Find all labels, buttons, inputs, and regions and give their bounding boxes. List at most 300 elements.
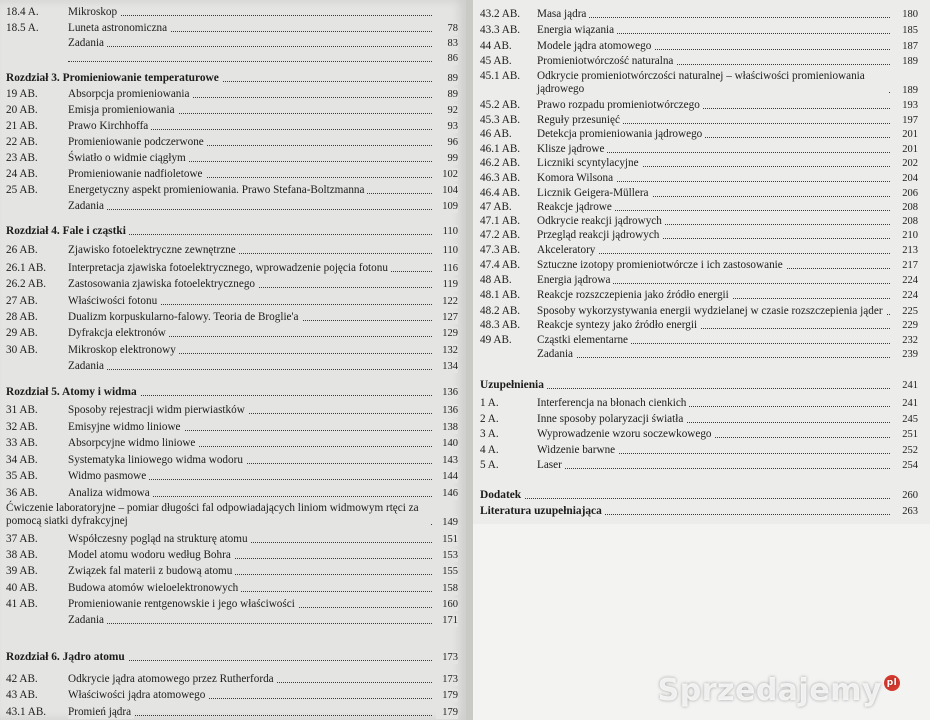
dot-leader: [68, 15, 432, 16]
entry-number: 48.3 AB.: [480, 319, 521, 331]
title-text: Reguły przesunięć: [537, 114, 620, 126]
title-text: Cząstki elementarne: [537, 334, 629, 346]
entry-title: [68, 706, 134, 719]
title-text: Rozdział 4. Fale i cząstki: [6, 225, 126, 237]
page-number: 189: [894, 84, 918, 97]
watermark-text: Sprzedajemy: [657, 673, 882, 708]
entry-title: [68, 614, 107, 627]
page-number: 102: [436, 168, 458, 181]
entry-number: 30 AB.: [6, 344, 38, 356]
toc-entry: [480, 428, 918, 442]
page-number: 89: [436, 72, 458, 85]
toc-entry: [6, 706, 458, 720]
entry-number: 43.2 AB.: [480, 8, 521, 20]
entry-title: [537, 157, 642, 170]
page-number: 155: [436, 565, 458, 578]
page-number: 252: [894, 444, 918, 457]
toc-entry: [480, 8, 918, 22]
entry-title: [537, 215, 665, 228]
chapter-title: [480, 379, 547, 392]
title-text: Liczniki scyntylacyjne: [537, 157, 639, 169]
entry-title: [68, 360, 107, 373]
title-text: Ćwiczenie laboratoryjne – pomiar długości fal odpowiadających liniom widmowym rtęci za pomocą siatki dyfrakcyjnej: [6, 502, 419, 527]
entry-number: 46 AB.: [480, 128, 512, 140]
title-text: Odkrycie reakcji jądrowych: [537, 215, 662, 227]
title-text: Sztuczne izotopy promieniotwórcze i ich zastosowanie: [537, 259, 783, 271]
entry-number: 1 A.: [480, 397, 499, 409]
title-text: Licznik Geigera-Müllera: [537, 187, 649, 199]
title-text: Mikroskop elektronowy: [68, 344, 176, 356]
title-text: Rozdział 5. Atomy i widma: [6, 386, 137, 398]
page-number: 179: [436, 706, 458, 719]
toc-entry: [6, 437, 458, 451]
watermark-badge: pl: [884, 675, 900, 691]
entry-title: [537, 244, 598, 257]
toc-entry: [6, 22, 458, 36]
page-number: 110: [436, 225, 458, 238]
entry-number: 43.1 AB.: [6, 706, 47, 718]
toc-entry: [6, 311, 458, 325]
toc-entry: [480, 229, 918, 243]
entry-title: [537, 289, 732, 302]
toc-entry: [6, 327, 458, 341]
page-number: 109: [436, 200, 458, 213]
title-text: Absorpcja promieniowania: [68, 88, 190, 100]
title-text: Zastosowania zjawiska fotoelektrycznego: [68, 278, 256, 290]
page-number: 225: [894, 305, 918, 318]
toc-entry: [6, 344, 458, 358]
page-number: 151: [436, 533, 458, 546]
entry-number: 4 A.: [480, 444, 499, 456]
chapter-heading: [6, 72, 458, 86]
page-number: 93: [436, 120, 458, 133]
entry-number: 46.4 AB.: [480, 187, 521, 199]
title-text: Promieniotwórczość naturalna: [537, 55, 674, 67]
entry-number: 45 AB.: [480, 55, 512, 67]
page-number: 206: [894, 187, 918, 200]
toc-entry: [6, 360, 458, 374]
title-text: Analiza widmowa: [68, 487, 150, 499]
page-number: 171: [436, 614, 458, 627]
toc-entry: [6, 614, 458, 628]
entry-number: 47.4 AB.: [480, 259, 521, 271]
dot-leader: [480, 498, 890, 499]
entry-number: 33 AB.: [6, 437, 38, 449]
title-text: Absorpcyjne widmo liniowe: [68, 437, 196, 449]
page-number: 187: [894, 40, 918, 53]
entry-title: [68, 487, 153, 500]
chapter-heading: [480, 505, 918, 519]
entry-number: 23 AB.: [6, 152, 38, 164]
toc-entry: [480, 114, 918, 128]
entry-title: [68, 327, 169, 340]
entry-title: [68, 454, 246, 467]
entry-title: [537, 229, 662, 242]
toc-entry: [6, 262, 458, 276]
title-text: Budowa atomów wieloelektronowych: [68, 582, 239, 594]
page-number: 78: [436, 22, 458, 35]
entry-title: [537, 201, 615, 214]
title-text: Klisze jądrowe: [537, 143, 605, 155]
page-number: 160: [436, 598, 458, 611]
page-number: 129: [436, 327, 458, 340]
dot-leader: [537, 17, 890, 18]
title-text: Komora Wilsona: [537, 172, 614, 184]
entry-title: [68, 311, 302, 324]
toc-entry: [480, 244, 918, 258]
page-number: 110: [436, 244, 458, 257]
page-number: 96: [436, 136, 458, 149]
entry-number: 3 A.: [480, 428, 499, 440]
page-number: 202: [894, 157, 918, 170]
page-number: 204: [894, 172, 918, 185]
page-number: 213: [894, 244, 918, 257]
toc-entry: [480, 334, 918, 348]
entry-number: 27 AB.: [6, 295, 38, 307]
entry-number: 39 AB.: [6, 565, 38, 577]
entry-number: 32 AB.: [6, 421, 38, 433]
title-text: Zadania: [68, 37, 105, 49]
title-text: Laser: [537, 459, 562, 471]
dot-leader: [68, 209, 432, 210]
toc-entry: [6, 104, 458, 118]
toc-entry: [480, 459, 918, 473]
entry-number: 26.1 AB.: [6, 262, 47, 274]
page-number: 180: [894, 8, 918, 21]
entry-title: [68, 470, 149, 483]
page-number: 189: [894, 55, 918, 68]
entry-title: [68, 152, 189, 165]
dot-leader: [68, 623, 432, 624]
title-text: Wyprowadzenie wzoru soczewkowego: [537, 428, 712, 440]
entry-title: [68, 421, 184, 434]
toc-entry: [6, 184, 458, 198]
entry-title: [537, 40, 654, 53]
page-number: 201: [894, 143, 918, 156]
title-text: Dualizm korpuskularno-falowy. Teoria de Broglie'a: [68, 311, 299, 323]
title-text: Interpretacja zjawiska fotoelektrycznego, wprowadzenie pojęcia fotonu: [68, 262, 388, 274]
toc-entry: [6, 533, 458, 547]
toc-entry: [480, 70, 918, 98]
dot-leader: [537, 357, 890, 358]
title-text: Sposoby rejestracji widm pierwiastków: [68, 404, 245, 416]
page-number: 197: [894, 114, 918, 127]
page-number: 119: [436, 278, 458, 291]
title-text: Odkrycie jądra atomowego przez Rutherforda: [68, 673, 274, 685]
page-number: 179: [436, 689, 458, 702]
entry-number: 48.2 AB.: [480, 305, 521, 317]
title-text: Właściwości jądra atomowego: [68, 689, 206, 701]
toc-entry: [6, 52, 458, 66]
entry-title: [68, 598, 298, 611]
page-number: 144: [436, 470, 458, 483]
entry-number: 42 AB.: [6, 673, 38, 685]
toc-entry: [6, 295, 458, 309]
title-text: Odkrycie promieniotwórczości naturalnej – właściwości promieniowania jądrowego: [537, 70, 865, 95]
entry-number: 20 AB.: [6, 104, 38, 116]
title-text: Zadania: [68, 200, 105, 212]
entry-number: 36 AB.: [6, 487, 38, 499]
entry-title: [537, 319, 700, 332]
entry-number: 35 AB.: [6, 470, 38, 482]
chapter-title: [480, 505, 605, 518]
entry-title: [537, 428, 715, 441]
page-number: 136: [436, 404, 458, 417]
entry-number: 29 AB.: [6, 327, 38, 339]
entry-number: 47.1 AB.: [480, 215, 521, 227]
entry-number: 45.3 AB.: [480, 114, 521, 126]
toc-entry: [480, 397, 918, 411]
entry-title: [537, 459, 565, 472]
entry-number: 44 AB.: [480, 40, 512, 52]
entry-number: 21 AB.: [6, 120, 38, 132]
page-number: 173: [436, 651, 458, 664]
page-number: 134: [436, 360, 458, 373]
entry-number: 18.5 A.: [6, 22, 39, 34]
toc-entry: [480, 274, 918, 288]
page-number: 146: [436, 487, 458, 500]
entry-number: 40 AB.: [6, 582, 38, 594]
entry-title: [537, 128, 705, 141]
page-number: 241: [894, 379, 918, 392]
entry-number: 25 AB.: [6, 184, 38, 196]
entry-title: [68, 88, 192, 101]
entry-number: 22 AB.: [6, 136, 38, 148]
page-number: 254: [894, 459, 918, 472]
page-number: 83: [436, 37, 458, 50]
entry-title: [68, 673, 277, 686]
toc-entry: [6, 244, 458, 258]
entry-title: [68, 689, 208, 702]
title-text: Promieniowanie rentgenowskie i jego właściwości: [68, 598, 295, 610]
entry-number: 38 AB.: [6, 549, 38, 561]
toc-entry: [6, 454, 458, 468]
page-number: 239: [894, 348, 918, 361]
toc-entry: [480, 289, 918, 303]
title-text: Dyfrakcja elektronów: [68, 327, 166, 339]
title-text: Dodatek: [480, 489, 522, 501]
entry-number: 47.3 AB.: [480, 244, 521, 256]
entry-title: [537, 305, 886, 318]
entry-title: [68, 404, 248, 417]
entry-title: [537, 348, 576, 361]
title-text: Widzenie barwne: [537, 444, 616, 456]
title-text: Detekcja promieniowania jądrowego: [537, 128, 703, 140]
title-text: Literatura uzupełniająca: [480, 505, 602, 517]
title-text: Energetyczny aspekt promieniowania. Prawo Stefana-Boltzmanna: [68, 184, 365, 196]
toc-entry: [480, 128, 918, 142]
entry-number: 47.2 AB.: [480, 229, 521, 241]
title-text: Masa jądra: [537, 8, 587, 20]
toc-entry: [6, 598, 458, 612]
entry-title: [68, 344, 179, 357]
toc-entry: [480, 99, 918, 113]
toc-entry: [6, 549, 458, 563]
toc-entry: [480, 305, 918, 319]
toc-entry: [6, 136, 458, 150]
page-number: 99: [436, 152, 458, 165]
chapter-title: [480, 489, 524, 502]
title-text: Inne sposoby polaryzacji światła: [537, 413, 684, 425]
entry-number: 45.2 AB.: [480, 99, 521, 111]
entry-number: 46.3 AB.: [480, 172, 521, 184]
title-text: Prawo Kirchhoffa: [68, 120, 149, 132]
title-text: Rozdział 3. Promieniowanie temperaturowe: [6, 72, 219, 84]
chapter-title: [6, 651, 128, 664]
chapter-title: [6, 225, 129, 238]
title-text: Systematyka liniowego widma wodoru: [68, 454, 243, 466]
title-text: Zadania: [68, 360, 105, 372]
entry-number: 24 AB.: [6, 168, 38, 180]
title-text: Promieniowanie podczerwone: [68, 136, 204, 148]
chapter-title: [6, 72, 222, 85]
page-number: 89: [436, 88, 458, 101]
title-text: Współczesny pogląd na strukturę atomu: [68, 533, 248, 545]
title-text: Związek fal materii z budową atomu: [68, 565, 233, 577]
chapter-heading: [6, 225, 458, 239]
entry-number: 28 AB.: [6, 311, 38, 323]
entry-number: 46.2 AB.: [480, 157, 521, 169]
entry-number: 47 AB.: [480, 201, 512, 213]
toc-entry: [480, 157, 918, 171]
entry-title: [68, 168, 206, 181]
toc-entry: [480, 40, 918, 54]
page-number: 132: [436, 344, 458, 357]
title-text: Sposoby wykorzystywania energii wydzielanej w czasie rozszczepienia jąder: [537, 305, 883, 317]
entry-title: [68, 533, 251, 546]
entry-title: [68, 565, 235, 578]
title-text: Rozdział 6. Jądro atomu: [6, 651, 125, 663]
toc-entry: [6, 582, 458, 596]
page-number: 140: [436, 437, 458, 450]
page-number: 263: [894, 505, 918, 518]
chapter-heading: [6, 651, 458, 665]
toc-entry: [480, 444, 918, 458]
title-text: Reakcje syntezy jako źródło energii: [537, 319, 698, 331]
entry-title: [68, 278, 258, 291]
entry-number: 37 AB.: [6, 533, 38, 545]
toc-entry: [6, 421, 458, 435]
page-number: 260: [894, 489, 918, 502]
title-text: Reakcje rozszczepienia jako źródło energii: [537, 289, 729, 301]
title-text: Interferencja na błonach cienkich: [537, 397, 687, 409]
entry-title: [537, 444, 618, 457]
entry-title: [537, 143, 607, 156]
chapter-heading: [6, 386, 458, 400]
title-text: Reakcje jądrowe: [537, 201, 612, 213]
entry-title: [68, 549, 234, 562]
toc-entry: [6, 404, 458, 418]
title-text: Przegląd reakcji jądrowych: [537, 229, 660, 241]
toc-entry: [480, 319, 918, 333]
page-number: 201: [894, 128, 918, 141]
toc-entry: [6, 487, 458, 501]
toc-entry: [6, 37, 458, 51]
entry-title: [68, 244, 239, 257]
entry-number: 26 AB.: [6, 244, 38, 256]
title-text: Mikroskop: [68, 6, 118, 18]
entry-title: [537, 274, 613, 287]
toc-entry: [480, 215, 918, 229]
title-text: Luneta astronomiczna: [68, 22, 168, 34]
entry-number: 19 AB.: [6, 88, 38, 100]
entry-number: 43.3 AB.: [480, 24, 521, 36]
title-text: Promień jądra: [68, 706, 132, 718]
page-number: 86: [436, 52, 458, 65]
watermark-logo: [658, 673, 900, 708]
chapter-heading: [480, 489, 918, 503]
page-number: 143: [436, 454, 458, 467]
page-number: 136: [436, 386, 458, 399]
entry-title: [68, 22, 170, 35]
page-number: 193: [894, 99, 918, 112]
page-number: 251: [894, 428, 918, 441]
page-number: 138: [436, 421, 458, 434]
title-text: Model atomu wodoru według Bohra: [68, 549, 231, 561]
page-number: 127: [436, 311, 458, 324]
page-number: 208: [894, 215, 918, 228]
entry-title: [68, 200, 107, 213]
entry-title: [537, 114, 623, 127]
toc-entry: [6, 88, 458, 102]
toc-entry: [480, 201, 918, 215]
toc-entry: [480, 187, 918, 201]
entry-title: [68, 295, 160, 308]
chapter-title: [6, 386, 140, 399]
entry-number: 18.4 A.: [6, 6, 39, 18]
entry-number: 48 AB.: [480, 274, 512, 286]
entry-title: [537, 334, 631, 347]
page-number: 232: [894, 334, 918, 347]
entry-title: [537, 99, 703, 112]
entry-number: 34 AB.: [6, 454, 38, 466]
toc-entry: [480, 259, 918, 273]
dot-leader: [537, 468, 890, 469]
page-number: 224: [894, 274, 918, 287]
title-text: Energia wiązania: [537, 24, 615, 36]
toc-entry: [480, 24, 918, 38]
entry-title: [68, 437, 198, 450]
page-number: 217: [894, 259, 918, 272]
toc-entry: [6, 278, 458, 292]
dot-leader: [68, 61, 432, 62]
title-text: Uzupełnienia: [480, 379, 544, 391]
page-number: 229: [894, 319, 918, 332]
toc-entry: [6, 470, 458, 484]
entry-number: 48.1 AB.: [480, 289, 521, 301]
page-number: 92: [436, 104, 458, 117]
entry-title: [537, 8, 589, 21]
title-text: Modele jądra atomowego: [537, 40, 652, 52]
entry-number: 2 A.: [480, 413, 499, 425]
entry-title: [68, 184, 367, 197]
entry-number: 41 AB.: [6, 598, 38, 610]
toc-entry: [480, 348, 918, 362]
dot-leader: [68, 46, 432, 47]
title-text: Emisyjne widmo liniowe: [68, 421, 181, 433]
title-text: Promieniowanie nadfioletowe: [68, 168, 203, 180]
title-text: Właściwości fotonu: [68, 295, 158, 307]
toc-entry: [6, 6, 458, 20]
toc-entry: [480, 413, 918, 427]
title-text: Światło o widmie ciągłym: [68, 152, 186, 164]
toc-entry: [480, 172, 918, 186]
page-number: 153: [436, 549, 458, 562]
entry-title: [537, 70, 888, 96]
title-text: Zjawisko fotoelektryczne zewnętrzne: [68, 244, 236, 256]
page-number: 241: [894, 397, 918, 410]
entry-number: 43 AB.: [6, 689, 38, 701]
